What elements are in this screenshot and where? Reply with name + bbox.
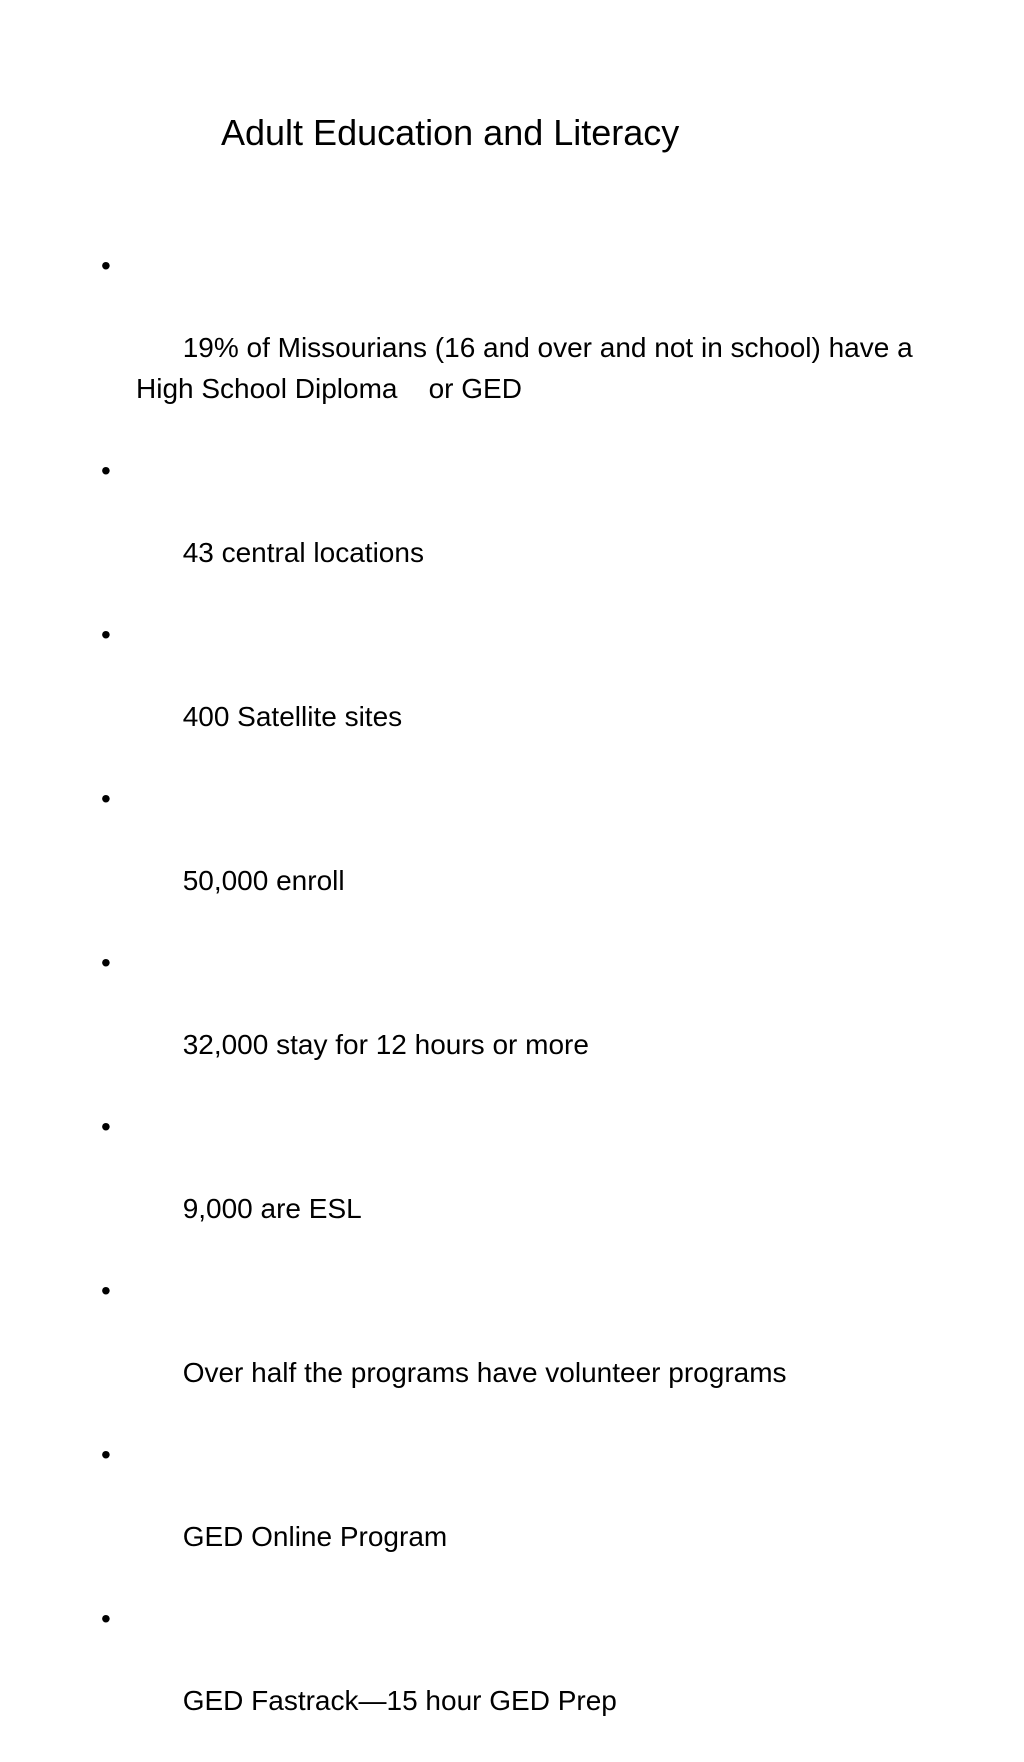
list-item (98, 1106, 978, 1270)
bullet-icon: • (101, 1603, 111, 1634)
bullet-icon: • (101, 947, 111, 978)
bullet-icon: • (101, 783, 111, 814)
list-item (98, 1270, 978, 1434)
bullet-icon: • (101, 250, 111, 281)
bullet-text: 50,000 enroll (182, 865, 345, 896)
list-item (98, 942, 978, 1106)
bullet-text: 19% of Missourians (16 and over and not in school) have a High School Diploma or GED (136, 332, 921, 404)
slide-title: Adult Education and Literacy (221, 112, 680, 153)
bullet-text: 400 Satellite sites (182, 701, 403, 732)
bullet-icon: • (101, 619, 111, 650)
bullet-icon: • (101, 1439, 111, 1470)
list-item (98, 614, 978, 778)
bullet-icon: • (101, 1111, 111, 1142)
bullet-text: GED Online Program (182, 1521, 448, 1552)
list-item (98, 245, 978, 450)
bullet-icon: • (101, 455, 111, 486)
list-item (98, 450, 978, 614)
bullet-text: GED Fastrack—15 hour GED Prep (182, 1685, 617, 1716)
bullet-list (98, 245, 978, 1762)
bullet-text: 43 central locations (182, 537, 424, 568)
bullet-text: 9,000 are ESL (182, 1193, 362, 1224)
list-item (98, 1434, 978, 1598)
list-item (98, 778, 978, 942)
bullet-icon: • (101, 1275, 111, 1306)
bullet-text: 32,000 stay for 12 hours or more (182, 1029, 589, 1060)
list-item (98, 1598, 978, 1762)
bullet-text: Over half the programs have volunteer programs (182, 1357, 787, 1388)
